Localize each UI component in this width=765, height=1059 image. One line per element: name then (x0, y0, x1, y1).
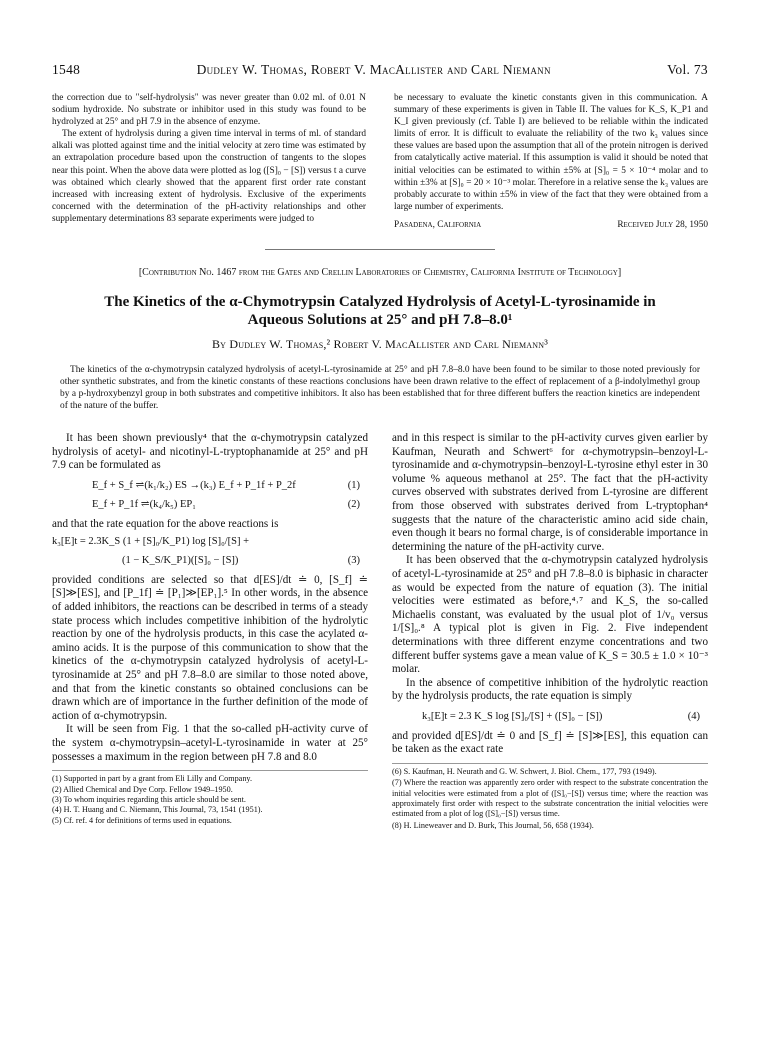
body-paragraph: provided conditions are selected so that d[ES]/dt ≐ 0, [S_f] ≐ [S]≫[ES], and [P_1f] ≐ [P₁]≫[EP₁].⁵ In other words, in the absence of added inhibitors, the reactions can be described in terms of a steady state process which includes competitive inhibition of the hydrolytic reaction by one of the hydrolysis products, in this case the acylated α-amino acids. It is the purpose of this communication to show that the kinetics of the α-chymotrypsin catalyzed hydrolysis of acetyl-L-tyrosinamide at 25° and pH 7.8–8.0 are similar to those noted above, and that from the kinetic constants so obtained conclusions can be drawn which are of importance in the further definition of the mode of action of α-chymotrypsin. (52, 573, 368, 722)
equation-number: (2) (347, 499, 360, 511)
article-title: The Kinetics of the α-Chymotrypsin Catalyzed Hydrolysis of Acetyl-L-tyrosinamide in Aqueous Solutions at 25° and pH 7.8–8.0¹ (104, 294, 656, 329)
equation-expr: (1 − K_S/K_P1)([S]₀ − [S]) (122, 555, 239, 567)
section-divider (265, 249, 495, 250)
equation-3-line-1: k₃[E]t = 2.3K_S (1 + [S]₀/K_P1) log [S]₀/[S] + (52, 535, 250, 547)
contribution-line: [Contribution No. 1467 from the Gates and Crellin Laboratories of Chemistry, California Institute of Technology] (138, 267, 622, 279)
footnote: (1) Supported in part by a grant from Eli Lilly and Company. (52, 774, 253, 784)
body-paragraph: It will be seen from Fig. 1 that the so-called pH-activity curve of the system α-chymotrypsin–acetyl-L-tyrosinamide in water at 25° possesses a maximum in the region between pH 7.8 and 8.0 (52, 723, 368, 763)
footnote: (7) Where the reaction was apparently zero order with respect to the substrate concentration the initial velocities were estimated from a plot of ([S]₀−[S]) versus time; where the reaction was approximately first order with respect to the substrate concentration the initial velocities were estimated from a plot of log ([S]₀−[S]) versus time. (392, 778, 708, 819)
footnote: (3) To whom inquiries regarding this article should be sent. (52, 794, 246, 804)
equation-4 (392, 710, 708, 724)
journal-page (52, 62, 708, 832)
equation-expr: E_f + P_1f ⇌(k₄/k₅) EP₁ (92, 499, 196, 511)
article-body (52, 432, 708, 832)
body-paragraph: and in this respect is similar to the pH-activity curves given earlier by Kaufman, Neurath and Schwert⁶ for α-chymotrypsin–benzoyl-L-tyrosinamide and α-chymotrypsin–benzoyl-L-tyrosine ethyl ester in 30 volume % aqueous methanol at 25°. The fact that the pH-activity curves observed with substrates derived from L-tyrosine are different from those observed with substrates derived from L-tryptophan⁴ suggests that the nature of the characteristic amino acid side chain, even though it bears no formal charge, is of considerable importance in determining the nature of the pH-activity curve. (392, 432, 708, 553)
footnotes-left (52, 770, 368, 826)
body-paragraph: It has been observed that the α-chymotrypsin catalyzed hydrolysis of acetyl-L-tyrosinamide at 25° and pH 7.8–8.0 is biphasic in character as would be expected from the nature of equation (3). The initial velocities were estimated as before,⁴˒⁷ and K_S, the so-called Michaelis constant, was evaluated by the usual plot of 1/v₀ versus 1/[S]₀.⁸ A typical plot is given in Fig. 2. Five independent determinations with three different enzyme concentrations and two different buffer systems gave a mean value of K_S = 30.5 ± 1.0 × 10⁻³ molar. (392, 554, 708, 676)
prev-paragraph: The extent of hydrolysis during a given time interval in terms of ml. of standard alkali was plotted against time and the initial velocity at zero time was estimated by an extrapolation procedure based upon the construction of tangents to the slopes near this point. When the above data were plotted as log ([S]₀ − [S]) versus t a curve was obtained which clearly showed that the apparent first order rate constant increased with increasing extent of hydrolysis. Exclusive of the experiments concerned with the determination of the pH-activity relationships and other supplementary determinations 83 separate experiments were judged to (52, 129, 366, 224)
abstract (60, 364, 700, 412)
footnotes-right (392, 763, 708, 831)
footnote: (6) S. Kaufman, H. Neurath and G. W. Schwert, J. Biol. Chem., 177, 793 (1949). (392, 766, 657, 776)
abstract-text: The kinetics of the α-chymotrypsin catalyzed hydrolysis of acetyl-L-tyrosinamide at 25° and pH 7.8–8.0 have been found to be similar to those noted previously for other synthetic substrates, and from the kinetic constants of these reactions conclusions have been drawn relative to the effect of replacement of a β-indolylmethyl group by a p-hydroxybenzyl group in both substrates and competitive inhibitors. It also has been established that for three different buffers the reaction kinetics are independent of the nature of the buffer. (60, 365, 700, 412)
equation-3-line-2 (52, 554, 368, 568)
byline: By Dudley W. Thomas,² Robert V. MacAllister and Carl Niemann³ (211, 337, 549, 352)
footnote: (2) Allied Chemical and Dye Corp. Fellow 1949–1950. (52, 784, 233, 794)
footnote: (5) Cf. ref. 4 for definitions of terms used in equations. (52, 815, 232, 825)
body-paragraph: and provided d[ES]/dt ≐ 0 and [S_f] ≐ [S]≫[ES], this equation can be taken as the exact rate (392, 729, 708, 756)
body-col-left (52, 432, 368, 832)
equation-number: (3) (347, 555, 360, 567)
body-paragraph: and that the rate equation for the above reactions is (52, 518, 279, 530)
volume-label: Vol. 73 (667, 62, 708, 77)
body-paragraph: It has been shown previously⁴ that the α-chymotrypsin catalyzed hydrolysis of acetyl- and nicotinyl-L-tryptophanamide at 25° and pH 7.9 can be formulated as (52, 432, 368, 472)
body-paragraph: In the absence of competitive inhibition of the hydrolytic reaction by the hydrolysis products, the rate equation is simply (392, 676, 708, 703)
previous-article-end (52, 92, 708, 231)
equation-expr: k₃[E]t = 2.3 K_S log [S]₀/[S] + ([S]₀ − [S]) (422, 710, 603, 722)
running-authors: Dudley W. Thomas, Robert V. MacAllister and Carl Niemann (196, 62, 551, 77)
prev-paragraph: be necessary to evaluate the kinetic constants given in this communication. A summary of these experiments is given in Table II. The values for K_S, K_P1 and K_I given previously (cf. Table I) are believed to be reliable within the indicated limits of error. It is difficult to evaluate the reliability of the two k₃ values since these values are based upon the assumption that all of the protein nitrogen is derived from catalytically active material. If this assumption is valid it should be noted that initial velocities can be estimated to within ±5% at [S]₀ = 5 × 10⁻⁴ molar and to within ±3% at [S]₀ = 20 × 10⁻³ molar. Therefore in a relative sense the k₃ values are probably accurate to within ±5% in view of the fact that they were obtained from a large number of experiments. (394, 93, 708, 212)
prev-col-left (52, 92, 366, 231)
equation-number: (4) (687, 710, 700, 722)
page-number: 1548 (52, 62, 81, 77)
equation-expr: E_f + S_f ⇌(k₁/k₂) ES →(k₃) E_f + P_1f + P_2f (92, 479, 296, 491)
location: Pasadena, California (394, 219, 482, 230)
equation-1 (52, 479, 368, 493)
prev-paragraph: the correction due to "self-hydrolysis" was never greater than 0.02 ml. of 0.01 N sodium hydroxide. No substrate or inhibitor used in this study was found to be hydrolyzed at 25° and pH 7.9 in the absence of enzyme. (52, 93, 366, 128)
footnote: (4) H. T. Huang and C. Niemann, This Journal, 73, 1541 (1951). (52, 805, 263, 815)
received-date: Received July 28, 1950 (617, 219, 708, 230)
footnote: (8) H. Lineweaver and D. Burk, This Journal, 56, 658 (1934). (392, 820, 594, 830)
signature-line (394, 219, 708, 231)
prev-col-right (394, 92, 708, 231)
equation-2 (52, 498, 368, 512)
running-header (52, 62, 708, 78)
equation-number: (1) (347, 479, 360, 491)
body-col-right (392, 432, 708, 832)
